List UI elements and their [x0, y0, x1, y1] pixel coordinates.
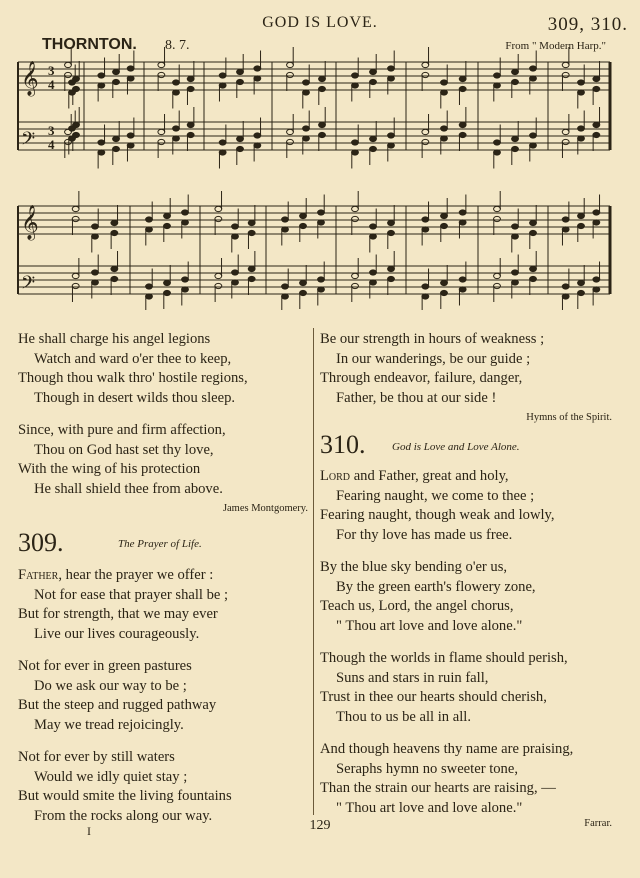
note-head	[530, 266, 537, 271]
note-head	[318, 210, 325, 215]
note-head	[352, 83, 359, 88]
note-head	[530, 230, 537, 235]
note-head	[173, 136, 180, 141]
treble-clef-icon: 𝄞	[21, 205, 39, 240]
note-head	[318, 277, 325, 282]
note-head	[164, 280, 171, 285]
note-head	[158, 72, 165, 77]
note-head	[352, 283, 359, 288]
note-head	[72, 206, 79, 211]
note-head	[219, 140, 226, 145]
attribution: James Montgomery.	[222, 503, 308, 514]
note-head	[494, 150, 501, 155]
note-head	[111, 276, 118, 281]
music-score	[0, 0, 640, 310]
verse: By the blue sky bending o'er us, By the green earth's flowery zone, Teach us, Lord, the angel chorus, " Thou art love and love alone."	[320, 559, 536, 634]
note-head	[164, 223, 171, 228]
note-head	[72, 283, 79, 288]
note-head	[287, 72, 294, 77]
note-head	[494, 140, 501, 145]
left-column-continuation	[18, 330, 308, 519]
note-head	[303, 90, 310, 95]
note-head	[318, 287, 325, 292]
note-head	[300, 213, 307, 218]
note-head	[530, 143, 537, 148]
note-head	[352, 140, 359, 145]
note-head	[254, 66, 261, 71]
note-head	[562, 217, 569, 222]
note-head	[388, 276, 395, 281]
note-head	[512, 280, 519, 285]
note-head	[512, 234, 519, 239]
note-head	[282, 294, 289, 299]
note-head	[441, 90, 448, 95]
note-head	[92, 234, 99, 239]
note-head	[578, 290, 585, 295]
note-head	[441, 80, 448, 85]
note-head	[215, 273, 222, 278]
note-head	[219, 83, 226, 88]
note-head	[593, 122, 600, 127]
note-head	[72, 273, 79, 278]
note-head	[287, 62, 294, 67]
note-head	[422, 227, 429, 232]
tune-name: THORNTON.	[42, 36, 137, 53]
note-head	[370, 270, 377, 275]
note-head	[248, 276, 255, 281]
note-head	[562, 72, 569, 77]
note-head	[146, 294, 153, 299]
note-head	[92, 280, 99, 285]
hymn-310-number: 310.	[320, 430, 366, 459]
note-head	[441, 280, 448, 285]
note-head	[352, 150, 359, 155]
note-head	[578, 280, 585, 285]
note-head	[388, 66, 395, 71]
note-head	[237, 79, 244, 84]
note-head	[530, 276, 537, 281]
note-head	[562, 129, 569, 134]
attribution: Hymns of the Spirit.	[526, 412, 612, 423]
time-signature: 3	[48, 63, 55, 78]
note-head	[146, 217, 153, 222]
note-head	[65, 72, 72, 77]
note-head	[158, 129, 165, 134]
note-head	[562, 227, 569, 232]
first-word: Lord	[320, 468, 351, 484]
note-head	[422, 217, 429, 222]
note-head	[300, 223, 307, 228]
note-head	[319, 76, 326, 81]
note-head	[287, 129, 294, 134]
note-head	[352, 273, 359, 278]
note-head	[319, 86, 326, 91]
note-head	[92, 224, 99, 229]
note-head	[593, 220, 600, 225]
note-head	[459, 287, 466, 292]
treble-clef-icon: 𝄞	[21, 61, 39, 96]
note-head	[65, 62, 72, 67]
note-head	[578, 223, 585, 228]
time-signature: 4	[48, 77, 55, 92]
note-head	[441, 213, 448, 218]
hymn-310-text	[320, 467, 612, 818]
note-head	[318, 220, 325, 225]
bass-clef-icon: 𝄢	[21, 129, 36, 154]
note-head	[73, 122, 80, 127]
note-head	[232, 234, 239, 239]
note-head	[530, 220, 537, 225]
note-head	[111, 230, 118, 235]
note-head	[352, 206, 359, 211]
note-head	[73, 76, 80, 81]
note-head	[512, 136, 519, 141]
note-head	[248, 266, 255, 271]
note-head	[287, 139, 294, 144]
note-head	[98, 150, 105, 155]
note-head	[441, 290, 448, 295]
note-head	[219, 150, 226, 155]
note-head	[422, 139, 429, 144]
note-head	[352, 73, 359, 78]
note-head	[127, 76, 134, 81]
note-head	[98, 140, 105, 145]
note-head	[215, 216, 222, 221]
note-head	[111, 266, 118, 271]
time-signature: 3	[48, 123, 55, 138]
hymn-numbers: 309, 310.	[547, 14, 628, 35]
note-head	[388, 266, 395, 271]
note-head	[187, 132, 194, 137]
signature-mark: I	[87, 824, 91, 838]
note-head	[422, 294, 429, 299]
note-head	[237, 69, 244, 74]
note-head	[494, 283, 501, 288]
note-head	[459, 76, 466, 81]
note-head	[578, 80, 585, 85]
hymn-310-subtitle: God is Love and Love Alone.	[392, 441, 520, 453]
note-head	[173, 90, 180, 95]
note-head	[370, 69, 377, 74]
note-head	[127, 143, 134, 148]
note-head	[494, 83, 501, 88]
note-head	[422, 72, 429, 77]
note-head	[319, 132, 326, 137]
note-head	[370, 224, 377, 229]
note-head	[173, 126, 180, 131]
verse: Since, with pure and firm affection, Thou on God hast set thy love, With the wing of his protection He shall shield thee from above.	[18, 422, 226, 497]
note-head	[215, 283, 222, 288]
note-head	[370, 146, 377, 151]
note-head	[232, 224, 239, 229]
verse: Be our strength in hours of weakness ; In our wanderings, be our guide ; Through endeavor, failure, danger, Father, be thou at our side !	[320, 331, 545, 406]
note-head	[164, 290, 171, 295]
note-head	[173, 80, 180, 85]
note-head	[593, 132, 600, 137]
note-head	[232, 280, 239, 285]
note-head	[512, 224, 519, 229]
verse: He shall charge his angel legions Watch and ward o'er thee to keep, Though thou walk thro' hostile regions, Though in desert wilds thou sleep.	[18, 331, 248, 406]
note-head	[459, 132, 466, 137]
note-head	[494, 273, 501, 278]
note-head	[113, 146, 120, 151]
note-head	[370, 79, 377, 84]
note-head	[578, 126, 585, 131]
hymn-309-text	[18, 566, 308, 826]
note-head	[303, 80, 310, 85]
note-head	[158, 62, 165, 67]
note-head	[282, 227, 289, 232]
note-head	[319, 122, 326, 127]
hymn-309-subtitle: The Prayer of Life.	[118, 538, 202, 550]
first-word: Father,	[18, 567, 62, 583]
note-head	[98, 73, 105, 78]
page-number: 129	[309, 818, 331, 833]
note-head	[248, 230, 255, 235]
right-column-continuation	[320, 330, 612, 428]
note-head	[187, 86, 194, 91]
note-head	[578, 90, 585, 95]
verse: Not for ever in green pastures Do we ask our way to be ; But the steep and rugged pathway May we tread rejoicingly.	[18, 658, 217, 733]
note-head	[562, 284, 569, 289]
note-head	[187, 122, 194, 127]
note-head	[92, 270, 99, 275]
note-head	[127, 66, 134, 71]
note-head	[562, 294, 569, 299]
note-head	[578, 213, 585, 218]
note-head	[300, 280, 307, 285]
note-head	[164, 213, 171, 218]
note-head	[530, 76, 537, 81]
note-head	[459, 210, 466, 215]
note-head	[593, 210, 600, 215]
note-head	[182, 210, 189, 215]
note-head	[282, 217, 289, 222]
note-head	[422, 129, 429, 134]
note-head	[459, 122, 466, 127]
note-head	[370, 280, 377, 285]
note-head	[370, 136, 377, 141]
note-head	[146, 284, 153, 289]
note-head	[441, 126, 448, 131]
note-head	[111, 220, 118, 225]
note-head	[72, 216, 79, 221]
attribution: Farrar.	[584, 818, 612, 829]
note-head	[593, 86, 600, 91]
note-head	[388, 133, 395, 138]
note-head	[388, 220, 395, 225]
note-head	[422, 62, 429, 67]
note-head	[113, 79, 120, 84]
note-head	[494, 73, 501, 78]
note-head	[282, 284, 289, 289]
note-head	[187, 76, 194, 81]
note-head	[254, 133, 261, 138]
note-head	[494, 216, 501, 221]
note-head	[441, 223, 448, 228]
note-head	[388, 76, 395, 81]
note-head	[219, 73, 226, 78]
note-head	[182, 287, 189, 292]
note-head	[232, 270, 239, 275]
note-head	[254, 143, 261, 148]
verse: Father, hear the prayer we offer : Not for ease that prayer shall be ; But for strength, that we may ever Live our lives courageously.	[18, 567, 229, 642]
note-head	[127, 133, 134, 138]
note-head	[215, 206, 222, 211]
note-head	[562, 62, 569, 67]
column-divider	[313, 328, 314, 815]
note-head	[441, 136, 448, 141]
note-head	[459, 277, 466, 282]
verse: Not for ever by still waters Would we idly quiet stay ; But would smite the living fountains From the rocks along our way.	[18, 749, 232, 824]
tune-source: From " Modern Harp."	[505, 40, 606, 52]
tune-meter: 8. 7.	[165, 38, 190, 53]
verse: Though the worlds in flame should perish, Suns and stars in ruin fall, Trust in thee our hearts should cherish, Thou to us be all in all.	[320, 650, 568, 725]
note-head	[593, 277, 600, 282]
note-head	[182, 277, 189, 282]
time-signature: 4	[48, 137, 55, 152]
note-head	[388, 143, 395, 148]
hymn-309-number: 309.	[18, 528, 64, 557]
note-head	[73, 132, 80, 137]
note-head	[593, 76, 600, 81]
note-head	[494, 206, 501, 211]
note-head	[593, 287, 600, 292]
note-head	[459, 86, 466, 91]
note-head	[512, 79, 519, 84]
note-head	[512, 270, 519, 275]
note-head	[113, 69, 120, 74]
bass-clef-icon: 𝄢	[21, 273, 36, 298]
note-head	[300, 290, 307, 295]
note-head	[98, 83, 105, 88]
note-head	[512, 146, 519, 151]
note-head	[237, 146, 244, 151]
note-head	[146, 227, 153, 232]
note-head	[303, 136, 310, 141]
note-head	[73, 86, 80, 91]
running-title: GOD IS LOVE.	[262, 14, 378, 31]
note-head	[113, 136, 120, 141]
verse: Lord and Father, great and holy, Fearing naught, we come to thee ; Fearing naught, though weak and lowly, For thy love has made us free.	[320, 468, 555, 543]
note-head	[303, 126, 310, 131]
verse: And though heavens thy name are praising, Seraphs hymn no sweeter tone, Than the strain our hearts are raising, — " Thou art love and love alone."	[320, 741, 574, 816]
note-head	[422, 284, 429, 289]
note-head	[512, 69, 519, 74]
note-head	[578, 136, 585, 141]
note-head	[158, 139, 165, 144]
note-head	[562, 139, 569, 144]
note-head	[237, 136, 244, 141]
note-head	[530, 66, 537, 71]
note-head	[459, 220, 466, 225]
note-head	[370, 234, 377, 239]
note-head	[254, 76, 261, 81]
note-head	[388, 230, 395, 235]
note-head	[352, 216, 359, 221]
note-head	[530, 133, 537, 138]
note-head	[248, 220, 255, 225]
note-head	[182, 220, 189, 225]
